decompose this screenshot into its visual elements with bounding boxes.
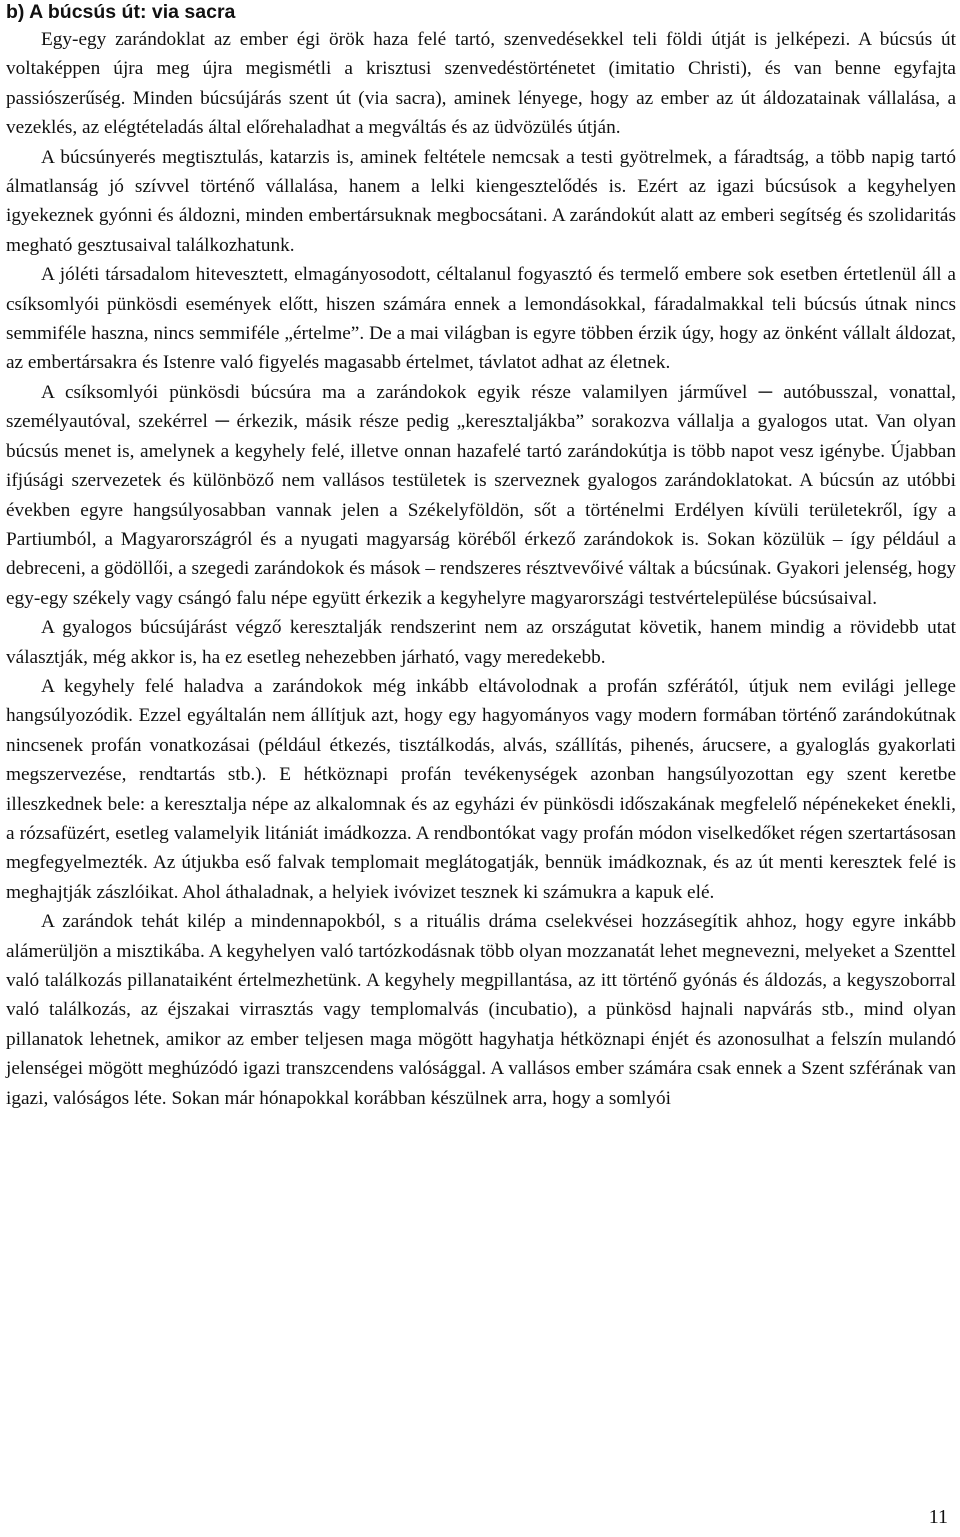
paragraph-4: A csíksomlyói pünkösdi búcsúra ma a zarándokok egyik része valamilyen járművel ─ autóbusszal, vonattal, személyautóval, szekérrel ─ érkezik, másik része pedig „keresztaljákba” sorakozva vállalja a gyalogos utat. Van olyan búcsús menet is, amelynek a kegyhely felé, illetve onnan hazafelé tartó zarándokútja is több napot vesz igénybe. Újabban ifjúsági szervezetek és különböző nem vallásos testületek is szerveznek gyalogos zarándoklatokat. A búcsún az utóbbi években egyre hangsúlyosabban vannak jelen a Székelyföldön, sőt a történelmi Erdélyen kívüli területekről, így a Partiumból, a Magyarországról és a nyugati magyarság köréből érkező zarándokok is. Sokan közülük – így például a debreceni, a gödöllői, a szegedi zarándokok és mások – rendszeres résztvevőivé váltak a búcsúnak. Gyakori jelenség, hogy egy-egy székely vagy csángó falu népe együtt érkezik a kegyhelyre magyarországi testvértelepülése búcsúsaival. <box>6 381 956 609</box>
paragraph-5: A gyalogos búcsújárást végző keresztalják rendszerint nem az országutat követik, hanem mindig a rövidebb utat választják, még akkor is, ha ez esetleg nehezebben járható, vagy meredekebb. <box>6 617 956 668</box>
paragraph-2: A búcsúnyerés megtisztulás, katarzis is, aminek feltétele nemcsak a testi gyötrelmek, a fáradtság, a több napig tartó álmatlanság jó szívvel történő vállalása, hanem a lelki kiengesztelődés is. Ezért az igazi búcsúsok a kegyhelyen igyekeznek gyónni és áldozni, minden embertársuknak megbocsátani. A zarándokút alatt az emberi segítség és szolidaritás megható gesztusaival találkozhatunk. <box>6 146 956 256</box>
document-page <box>6 0 956 1113</box>
page-number: 11 <box>928 1506 948 1528</box>
paragraph-6: A kegyhely felé haladva a zarándokok még inkább eltávolodnak a profán szférától, útjuk nem evilági jellege hangsúlyozódik. Ezzel egyáltalán nem állítjuk azt, hogy egy hagyományos vagy modern formában történő zarándokútnak nincsenek profán vonatkozásai (például étkezés, tisztálkodás, alvás, szállítás, pihenés, árucsere, a gyaloglás gyakorlati megszervezése, rendtartás stb.). E hétköznapi profán tevékenységek azonban hangsúlyozottan egy szent keretbe illeszkednek bele: a keresztalja népe az alkalomnak és az egyházi év pünkösdi időszakának megfelelő népénekeket énekli, a rózsafüzért, esetleg valamelyik litániát imádkozza. A rendbontókat vagy profán módon viselkedőket régen szertartásosan megfegyelmezték. Az útjukba eső falvak templomait meglátogatják, bennük imádkoznak, és az út menti keresztek felé is meghajtják zászlóikat. Ahol áthaladnak, a helyiek ivóvizet tesznek ki számukra a kapuk elé. <box>6 675 956 903</box>
paragraph-7: A zarándok tehát kilép a mindennapokból, s a rituális dráma cselekvései hozzásegítik ahhoz, hogy egyre inkább alámerüljön a misztikába. A kegyhelyen való tartózkodásnak több olyan mozzanatát lehet megnevezni, melyeket a Szenttel való találkozás pillanataiként értelmezhetünk. A kegyhely megpillantása, az itt történő gyónás és áldozás, a kegyszoborral való találkozás, az éjszakai virrasztás vagy templomalvás (incubatio), a pünkösd hajnali napvárás stb., mind olyan pillanatok lehetnek, amikor az ember teljesen maga mögött hagyhatja hétköznapi énjét és azonosulhat a felszín mulandó jelenségei mögött meghúzódó igazi transzcendens valósággal. A vallásos ember számára csak ennek a Szent szférának van igazi, valóságos léte. Sokan már hónapokkal korábban készülnek arra, hogy a somlyói <box>6 911 956 1109</box>
section-heading: b) A búcsús út: via sacra <box>6 1 236 23</box>
paragraph-3: A jóléti társadalom hitevesztett, elmagányosodott, céltalanul fogyasztó és termelő embere sok esetben értetlenül áll a csíksomlyói pünkösdi események előtt, hiszen számára ennek a lemondásokkal, fáradalmakkal teli búcsús útnak nincs semmiféle haszna, nincs semmiféle „értelme”. De a mai világban is egyre többen érzik úgy, hogy az önként vállalt áldozat, az embertársakra és Istenre való figyelés magasabb értelmet, távlatot adhat az életnek. <box>6 264 956 374</box>
paragraph-1: Egy-egy zarándoklat az ember égi örök haza felé tartó, szenvedésekkel teli földi útját is jelképezi. A búcsús út voltaképpen újra meg újra megismétli a krisztusi szenvedéstörténetet (imitatio Christi), és van benne egyfajta passiószerűség. Minden búcsújárás szent út (via sacra), aminek lényege, hogy az ember az út áldozatainak vállalása, a vezeklés, az elégtételadás által előrehaladhat a megváltás és az üdvözülés útján. <box>6 29 956 139</box>
